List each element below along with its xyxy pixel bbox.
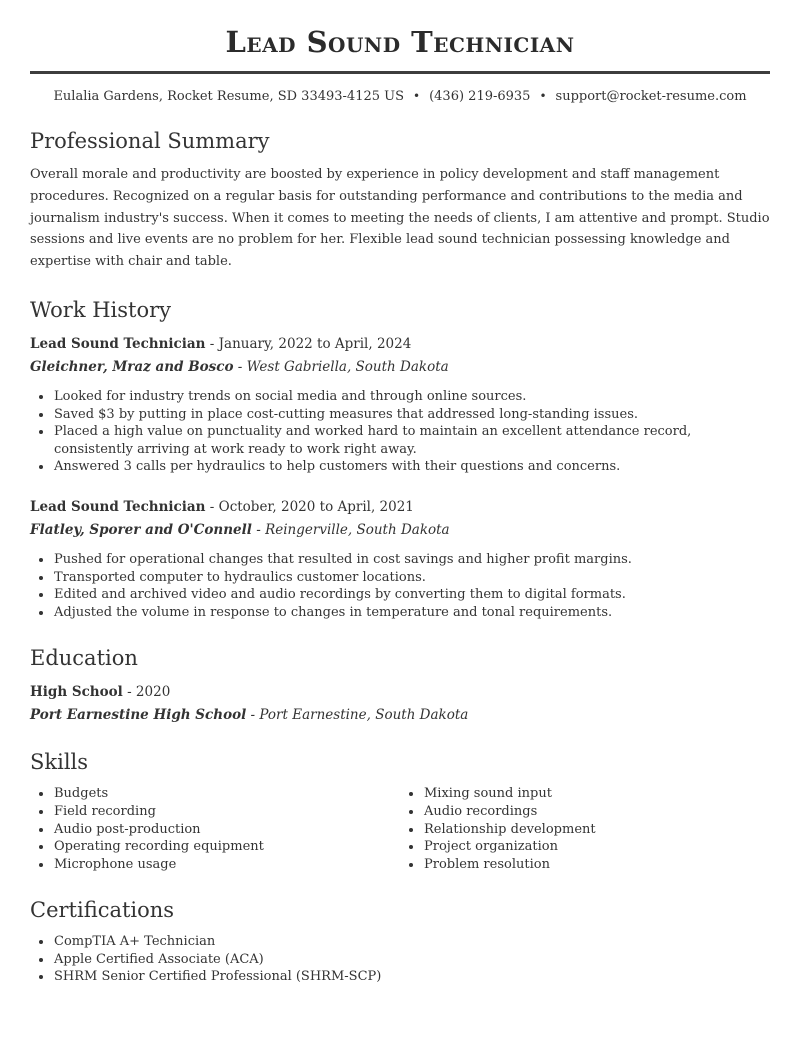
job-dates: October, 2020 to April, 2021 — [218, 498, 414, 515]
work-history-heading: Work History — [30, 297, 172, 322]
degree-name: High School — [30, 684, 123, 701]
skills-columns — [30, 774, 770, 873]
education-entry — [30, 683, 770, 725]
list-item: • Looked for industry trends on social media and through online sources. — [53, 388, 770, 406]
list-item: • Mixing sound input — [423, 785, 770, 803]
page-title: Lead Sound Technician — [225, 25, 575, 59]
skills-heading: Skills — [30, 750, 89, 775]
job-company-line — [30, 358, 770, 377]
list-item: • Adjusted the volume in response to changes in temperature and tonal requirements. — [53, 604, 770, 622]
list-item: • Budgets — [53, 785, 400, 803]
list-item: • SHRM Senior Certified Professional (SHRM-SCP) — [53, 968, 770, 986]
job-bullet-list — [30, 388, 770, 476]
dash-separator: - — [127, 684, 132, 701]
list-item: • Problem resolution — [423, 856, 770, 874]
dash-separator: - — [209, 498, 215, 515]
skills-column-right — [400, 785, 770, 873]
job-title-line — [30, 335, 770, 354]
list-item: • Placed a high value on punctuality and worked hard to maintain an excellent attendance record, consistently arriving at work ready to work right away. — [53, 423, 770, 458]
degree-line — [30, 683, 770, 702]
job-title: Lead Sound Technician — [30, 335, 206, 352]
school-location: Port Earnestine, South Dakota — [259, 707, 469, 724]
summary-heading: Professional Summary — [30, 129, 270, 153]
graduation-year: 2020 — [135, 684, 171, 701]
job-dates: January, 2022 to April, 2024 — [218, 335, 412, 352]
list-item: • Apple Certified Associate (ACA) — [53, 951, 770, 969]
double-rule-divider — [30, 71, 770, 74]
resume-page — [0, 25, 800, 1060]
job-company-line — [30, 521, 770, 540]
list-item: • Project organization — [423, 838, 770, 856]
dash-separator: - — [209, 335, 215, 352]
job-location: Reingerville, South Dakota — [265, 521, 450, 538]
job-title: Lead Sound Technician — [30, 498, 206, 515]
certifications-heading: Certifications — [30, 898, 175, 923]
list-item: • Microphone usage — [53, 856, 400, 874]
list-item: • Field recording — [53, 803, 400, 821]
contact-line — [30, 89, 770, 104]
list-item: • Relationship development — [423, 821, 770, 839]
company-name: Flatley, Sporer and O'Connell — [30, 521, 252, 538]
list-item: • Operating recording equipment — [53, 838, 400, 856]
job-entry — [30, 498, 770, 621]
dash-separator: - — [250, 707, 256, 724]
job-bullet-list — [30, 551, 770, 621]
list-item: • Edited and archived video and audio recordings by converting them to digital formats. — [53, 586, 770, 604]
list-item: • CompTIA A+ Technician — [53, 933, 770, 951]
education-heading: Education — [30, 646, 138, 671]
list-item: • Audio post-production — [53, 821, 400, 839]
dot-separator: • — [413, 89, 421, 103]
dash-separator: - — [256, 521, 261, 538]
list-item: • Answered 3 calls per hydraulics to help customers with their questions and concerns. — [53, 458, 770, 476]
company-name: Gleichner, Mraz and Bosco — [30, 358, 234, 375]
contact-address: Eulalia Gardens, Rocket Resume, SD 33493-4125 US — [53, 89, 404, 104]
certification-list — [30, 933, 770, 986]
list-item: • Transported computer to hydraulics customer locations. — [53, 569, 770, 587]
school-name: Port Earnestine High School — [30, 707, 247, 724]
job-location: West Gabriella, South Dakota — [246, 358, 449, 375]
school-line — [30, 706, 770, 725]
contact-email: support@rocket-resume.com — [555, 89, 747, 104]
job-entry — [30, 335, 770, 476]
job-title-line — [30, 498, 770, 517]
dot-separator: • — [539, 89, 547, 103]
dash-separator: - — [237, 358, 243, 375]
list-item: • Pushed for operational changes that resulted in cost savings and higher profit margins. — [53, 551, 770, 569]
contact-phone: (436) 219-6935 — [429, 89, 531, 104]
list-item: • Saved $3 by putting in place cost-cutting measures that addressed long-standing issues. — [53, 406, 770, 424]
summary-text: Overall morale and productivity are boosted by experience in policy development and staff management procedures. Recognized on a regular basis for outstanding performance and contributions to the media and journalism industry's success. When it comes to meeting the needs of clients, I am attentive and prompt. Studio sessions and live events are no problem for her. Flexible lead sound technician possessing knowledge and expertise with chair and table. — [30, 167, 770, 270]
list-item: • Audio recordings — [423, 803, 770, 821]
skills-column-left — [30, 785, 400, 873]
